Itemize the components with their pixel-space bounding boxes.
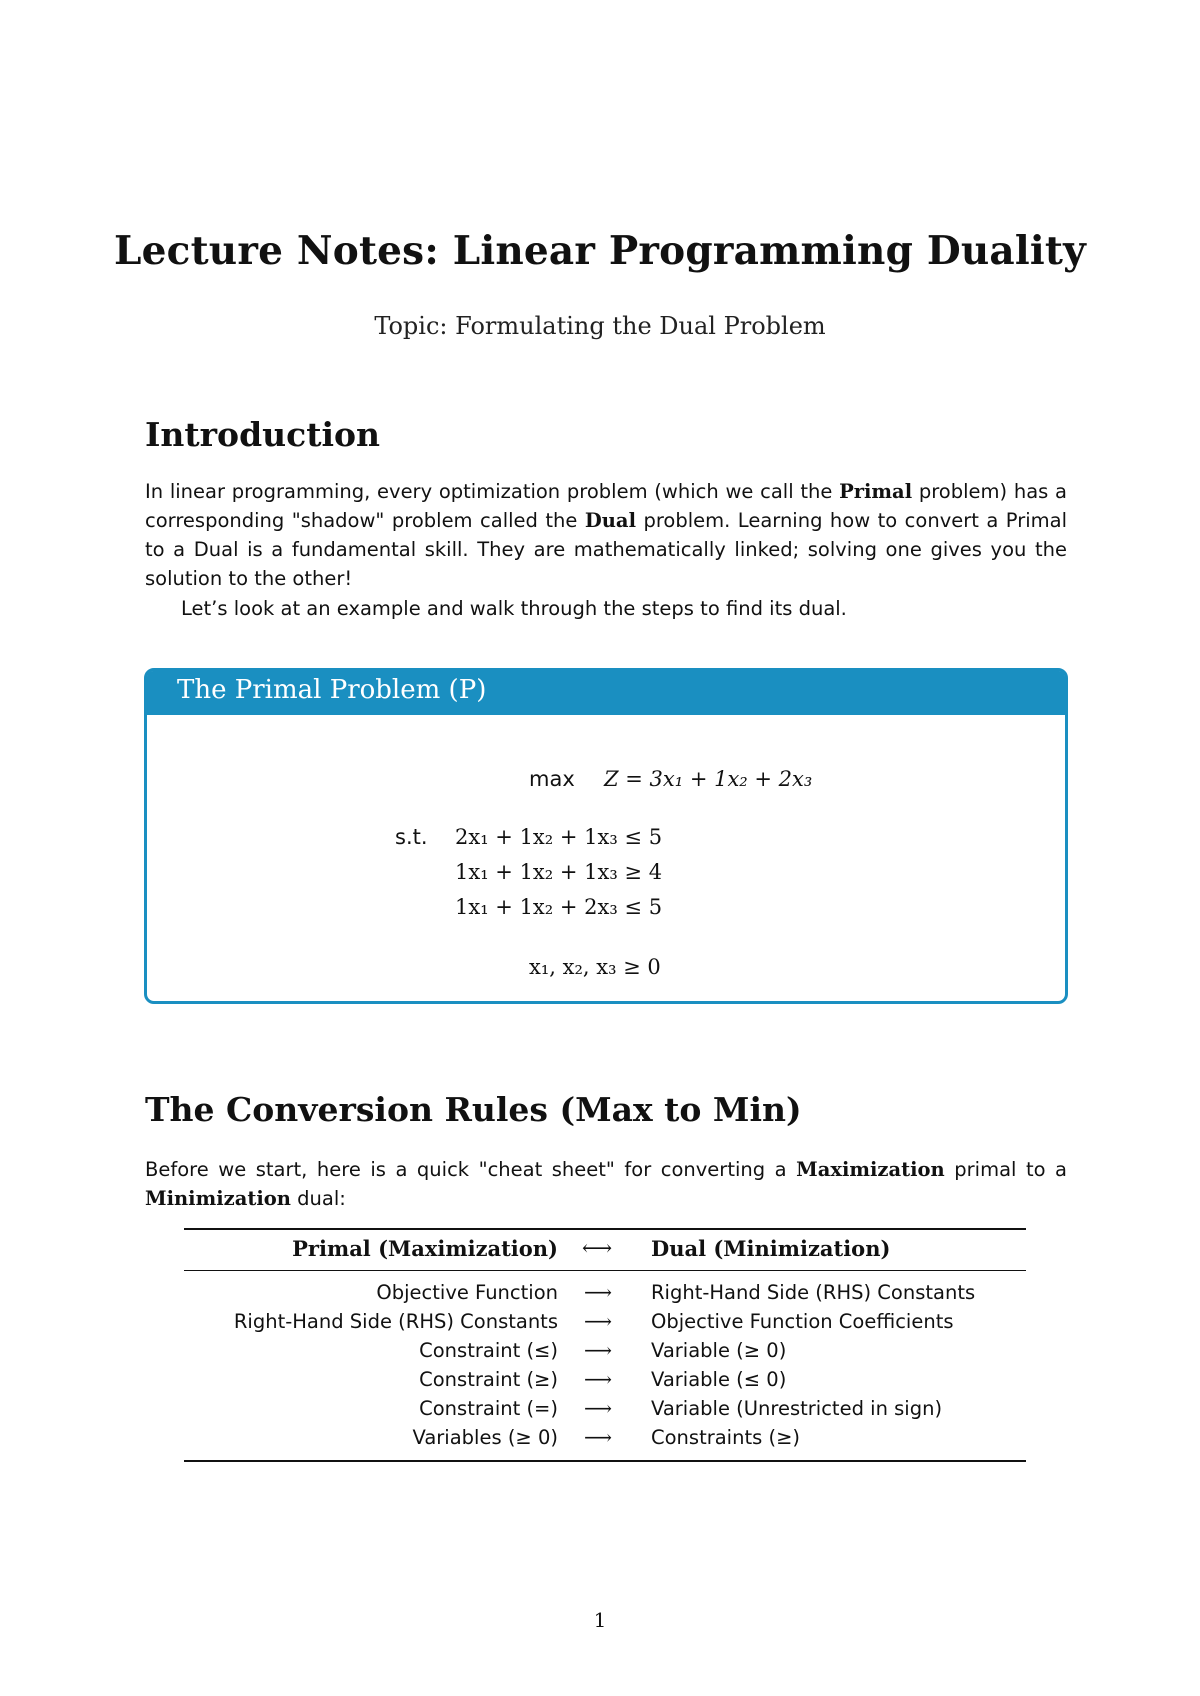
table-header-primal: Primal (Maximization) xyxy=(292,1236,558,1261)
primal-box-title: The Primal Problem (P) xyxy=(177,675,487,705)
table-cell-dual: Variable (Unrestricted in sign) xyxy=(651,1397,943,1420)
page-title: Lecture Notes: Linear Programming Duality xyxy=(114,228,1086,274)
table-cell-primal: Constraint (≤) xyxy=(419,1339,558,1362)
table-cell-dual: Objective Function Coefficients xyxy=(651,1310,954,1333)
table-cell-arrow: ⟶ xyxy=(584,1310,612,1333)
rules-bold-min: Minimization xyxy=(145,1187,291,1210)
table-cell-dual: Right-Hand Side (RHS) Constants xyxy=(651,1281,976,1304)
table-cell-dual: Constraints (≥) xyxy=(651,1426,801,1449)
constraint-3: 1x₁ + 1x₂ + 2x₃ ≤ 5 xyxy=(455,895,663,919)
table-cell-arrow: ⟶ xyxy=(584,1426,612,1449)
table-row xyxy=(0,1397,1200,1426)
table-row xyxy=(0,1281,1200,1310)
intro-text-3: problem. Learning how to convert a Primal to a Dual is a fundamental skill. They are mathematically linked; solving one gives you the solution to the other! xyxy=(145,509,1067,590)
table-cell-primal: Objective Function xyxy=(376,1281,558,1304)
rules-text-2: primal to a xyxy=(944,1158,1068,1181)
table-cell-arrow: ⟶ xyxy=(584,1368,612,1391)
intro-text-1: In linear programming, every optimization problem (which we call the xyxy=(145,480,840,503)
intro-text-2: problem) has a corresponding "shadow" problem called the xyxy=(145,480,1067,532)
table-cell-dual: Variable (≥ 0) xyxy=(651,1339,787,1362)
table-row xyxy=(0,1339,1200,1368)
table-row xyxy=(0,1368,1200,1397)
intro-bold-primal: Primal xyxy=(839,480,913,503)
objective-label: max xyxy=(529,767,575,791)
table-row xyxy=(0,1310,1200,1339)
subject-to-label: s.t. xyxy=(395,825,428,849)
table-cell-arrow: ⟶ xyxy=(584,1397,612,1420)
table-cell-primal: Constraint (=) xyxy=(419,1397,558,1420)
rules-paragraph xyxy=(145,1155,1067,1213)
table-cell-primal: Right-Hand Side (RHS) Constants xyxy=(233,1310,558,1333)
page-number: 1 xyxy=(593,1608,607,1632)
section-heading-introduction: Introduction xyxy=(145,415,381,454)
page-subtitle: Topic: Formulating the Dual Problem xyxy=(374,312,826,340)
section-heading-conversion-rules: The Conversion Rules (Max to Min) xyxy=(145,1090,802,1129)
rules-text-3: dual: xyxy=(290,1187,346,1210)
table-top-rule xyxy=(184,1228,1026,1230)
table-row xyxy=(0,1426,1200,1455)
table-cell-arrow: ⟶ xyxy=(584,1281,612,1304)
table-mid-rule xyxy=(184,1270,1026,1271)
table-bottom-rule xyxy=(184,1460,1026,1462)
constraint-1: 2x₁ + 1x₂ + 1x₃ ≤ 5 xyxy=(455,825,663,849)
table-cell-arrow: ⟶ xyxy=(584,1339,612,1362)
table-header-dual: Dual (Minimization) xyxy=(651,1236,891,1261)
nonnegativity-constraint: x₁, x₂, x₃ ≥ 0 xyxy=(529,955,661,979)
primal-box-header xyxy=(147,671,1065,715)
table-cell-primal: Constraint (≥) xyxy=(419,1368,558,1391)
table-cell-dual: Variable (≤ 0) xyxy=(651,1368,787,1391)
intro-paragraph-2: Let’s look at an example and walk through the steps to find its dual. xyxy=(181,597,847,620)
objective-function: Z = 3x₁ + 1x₂ + 2x₃ xyxy=(604,767,813,791)
table-cell-primal: Variables (≥ 0) xyxy=(412,1426,558,1449)
rules-text-1: Before we start, here is a quick "cheat sheet" for converting a xyxy=(145,1158,797,1181)
constraint-2: 1x₁ + 1x₂ + 1x₃ ≥ 4 xyxy=(455,860,663,884)
primal-problem-box xyxy=(144,668,1068,1004)
intro-paragraph xyxy=(145,477,1067,593)
intro-bold-dual: Dual xyxy=(584,509,636,532)
rules-bold-max: Maximization xyxy=(796,1158,945,1181)
table-header-arrow: ⟷ xyxy=(582,1236,613,1260)
